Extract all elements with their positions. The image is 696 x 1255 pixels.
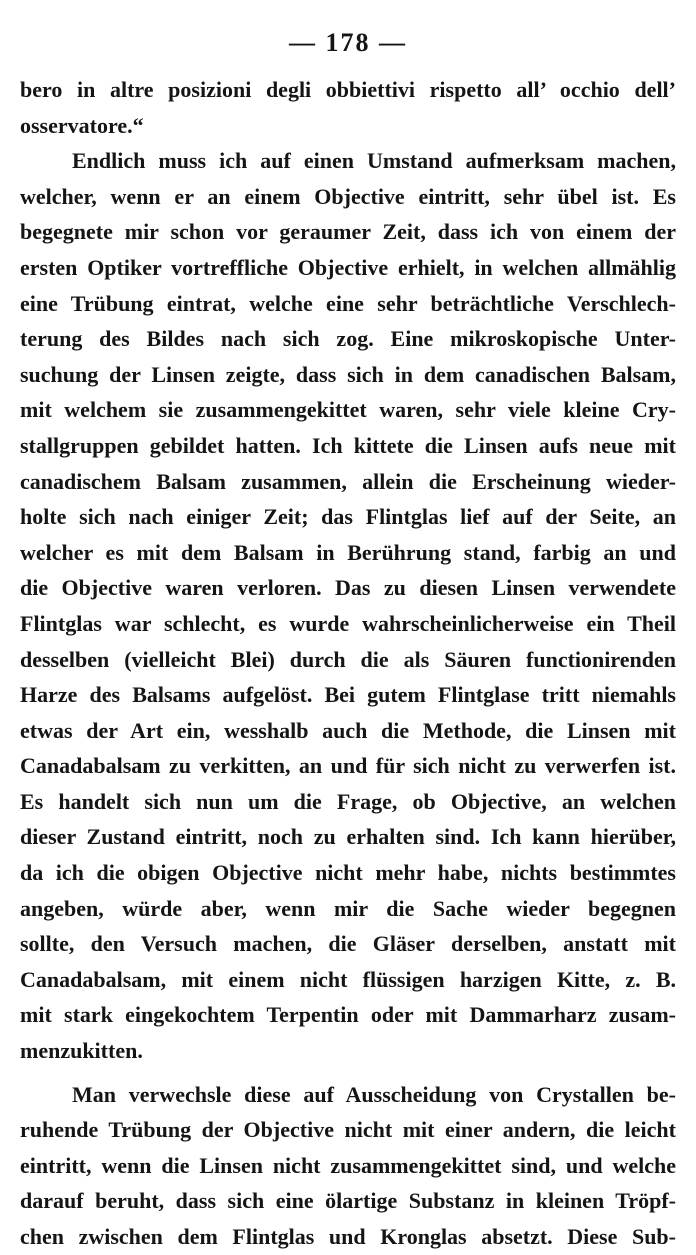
text-line: stallgruppen gebildet hatten. Ich kittete die Linsen aufs neue mit: [20, 432, 676, 458]
text-line: Canadabalsam zu verkitten, an und für sich nicht zu verwerfen ist.: [20, 753, 676, 779]
text-line: bero in altre posizioni degli obbiettivi rispetto all’ occhio dell’: [20, 77, 676, 102]
paragraph: [20, 143, 676, 1068]
text-line: canadischem Balsam zusammen, allein die Erscheinung wieder-: [20, 468, 676, 494]
text-line: suchung der Linsen zeigte, dass sich in dem canadischen Balsam,: [20, 361, 676, 387]
body-text: [20, 72, 676, 1255]
text-line: mit welchem sie zusammengekittet waren, sehr viele kleine Cry-: [20, 397, 676, 423]
text-line: die Objective waren verloren. Das zu diesen Linsen verwendete: [20, 575, 676, 601]
page-number: — 178 —: [289, 28, 407, 57]
paragraph: [20, 72, 676, 143]
text-line: dieser Zustand eintritt, noch zu erhalten sind. Ich kann hierüber,: [20, 824, 676, 850]
text-line: Flintglas war schlecht, es wurde wahrscheinlicherweise ein Theil: [20, 610, 676, 636]
text-line: welcher es mit dem Balsam in Berührung stand, farbig an und: [20, 539, 676, 565]
text-line: sollte, den Versuch machen, die Gläser derselben, anstatt mit: [20, 931, 676, 957]
text-line: Harze des Balsams aufgelöst. Bei gutem Flintglase tritt niemahls: [20, 682, 676, 708]
text-line: osservatore.“: [20, 112, 144, 138]
text-line: begegnete mir schon vor geraumer Zeit, dass ich von einem der: [20, 219, 676, 245]
text-line: ersten Optiker vortreffliche Objective erhielt, in welchen allmählig: [20, 254, 676, 280]
text-line: chen zwischen dem Flintglas und Kronglas absetzt. Diese Sub-: [20, 1224, 676, 1249]
text-line: angeben, würde aber, wenn mir die Sache wieder begegnen: [20, 895, 676, 921]
text-line: eine Trübung eintrat, welche eine sehr beträchtliche Verschlech-: [20, 290, 676, 316]
text-line: eintritt, wenn die Linsen nicht zusammengekittet sind, und welche: [20, 1152, 676, 1178]
text-line: holte sich nach einiger Zeit; das Flintglas lief auf der Seite, an: [20, 504, 676, 530]
text-line: terung des Bildes nach sich zog. Eine mikroskopische Unter-: [20, 326, 676, 352]
text-line: mit stark eingekochtem Terpentin oder mit Dammarharz zusam-: [20, 1002, 676, 1028]
text-line: Endlich muss ich auf einen Umstand aufmerksam machen,: [72, 148, 676, 174]
text-line: Canadabalsam, mit einem nicht flüssigen harzigen Kitte, z. B.: [20, 966, 676, 992]
paragraph-spacer: [20, 1069, 676, 1077]
text-line: ruhende Trübung der Objective nicht mit einer andern, die leicht: [20, 1117, 676, 1143]
text-line: Man verwechsle diese auf Ausscheidung von Crystallen be-: [72, 1081, 676, 1107]
text-line: da ich die obigen Objective nicht mehr habe, nichts bestimmtes: [20, 860, 676, 886]
text-line: Es handelt sich nun um die Frage, ob Objective, an welchen: [20, 788, 676, 814]
paragraph: [20, 1077, 676, 1255]
text-line: darauf beruht, dass sich eine ölartige Substanz in kleinen Tröpf-: [20, 1188, 676, 1214]
text-line: desselben (vielleicht Blei) durch die als Säuren functionirenden: [20, 646, 676, 672]
text-line: menzukitten.: [20, 1038, 143, 1064]
text-line: etwas der Art ein, wesshalb auch die Methode, die Linsen mit: [20, 717, 676, 743]
text-line: welcher, wenn er an einem Objective eintritt, sehr übel ist. Es: [20, 183, 676, 209]
